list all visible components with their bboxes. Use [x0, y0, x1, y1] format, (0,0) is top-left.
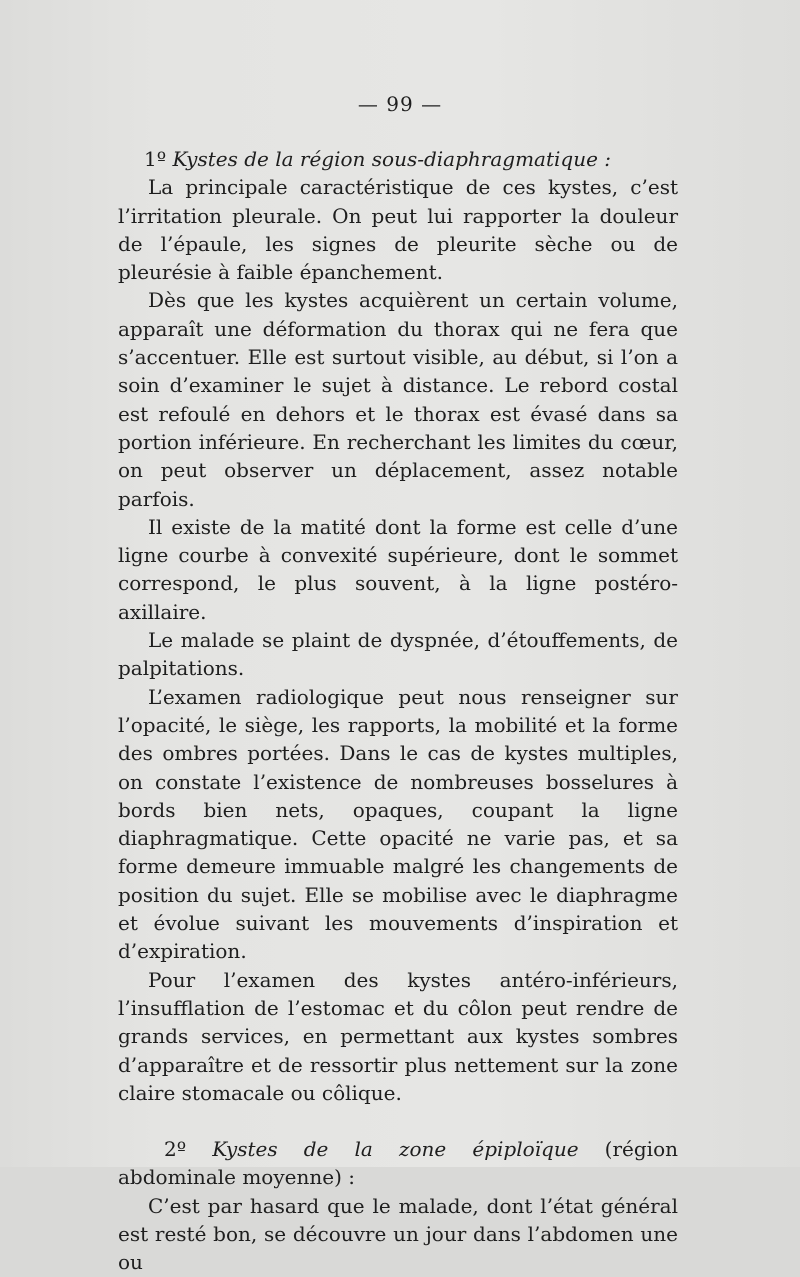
paragraph: La principale caractéristique de ces kystes, c’est l’irritation pleurale. On peut lui rapporter la douleur de l’épaule, les signes de pleurite sèche ou de pleurésie à faible épanchement.: [118, 175, 678, 285]
section-2-heading: [118, 1135, 678, 1192]
section-1-heading: [118, 145, 678, 173]
paragraph: C’est par hasard que le malade, dont l’état général est resté bon, se découvre un jour dans l’abdomen une ou: [118, 1193, 678, 1275]
page-body: [118, 145, 678, 1277]
page-number: — 99 —: [357, 92, 443, 116]
section-1-title: Kystes de la région sous-diaphragmatique :: [172, 147, 612, 171]
section-1-number: 1º: [144, 147, 167, 171]
paragraph: Pour l’examen des kystes antéro-inférieurs, l’insufflation de l’estomac et du côlon peut rendre de grands services, en permettant aux kystes sombres d’apparaître et de ressortir plus nettement sur la zone claire stomacale ou côlique.: [118, 967, 678, 1105]
section-2-title: Kystes de la zone épiploïque: [212, 1137, 579, 1162]
paragraph: Le malade se plaint de dyspnée, d’étouffements, de palpitations.: [118, 628, 678, 681]
paragraph: Dès que les kystes acquièrent un certain volume, apparaît une déformation du thorax qui ne fera que s’accentuer. Elle est surtout visible, au début, si l’on a soin d’examiner le sujet à distance. Le rebord costal est refoulé en dehors et le thorax est évasé dans sa portion inférieure. En recherchant les limites du cœur, on peut observer un déplacement, assez notable parfois.: [118, 288, 678, 511]
section-spacer: [118, 1107, 678, 1135]
paragraph: Il existe de la matité dont la forme est celle d’une ligne courbe à convexité supérieure, dont le sommet correspond, le plus souvent, à la ligne postéro-axillaire.: [118, 514, 678, 624]
paragraph: L’examen radiologique peut nous renseigner sur l’opacité, le siège, les rapports, la mobilité et la forme des ombres portées. Dans le cas de kystes multiples, on constate l’existence de nombreuses bosselures à bords bien nets, opaques, coupant la ligne diaphragmatique. Cette opacité ne varie pas, et sa forme demeure immuable malgré les changements de position du sujet. Elle se mobilise avec le diaphragme et évolue suivant les mouvements d’inspiration et d’expiration.: [118, 684, 678, 964]
section-2-suffix: (région abdominale moyenne) :: [118, 1137, 678, 1190]
section-2-number: 2º: [164, 1137, 187, 1162]
